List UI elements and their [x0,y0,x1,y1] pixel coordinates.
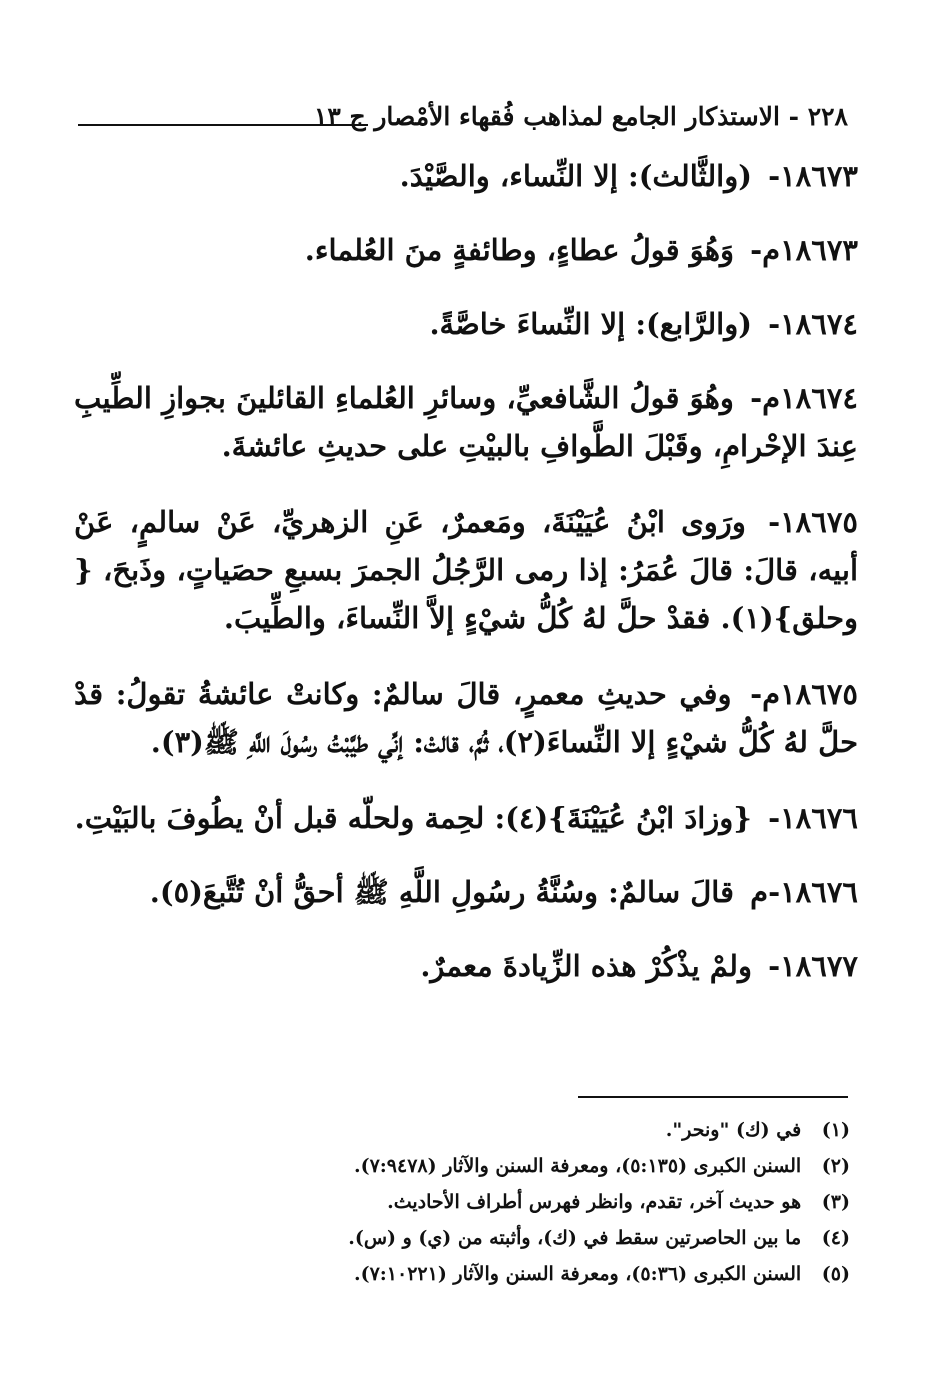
footnote-number: (٥) [821,1263,850,1285]
footnote-number: (٣) [821,1191,850,1213]
paragraph-number: ١٨٦٧٧- [768,949,858,983]
footnote-number: (٤) [821,1227,850,1249]
footnote-3 [80,1184,850,1220]
paragraph-number: ١٨٦٧٤م- [750,381,858,415]
footnote-4 [80,1220,850,1256]
paragraph-18675 [74,498,858,642]
paragraph-text: (والثَّالث): إلا النِّساء، والصَّيْدَ. [399,159,752,193]
paragraph-18675m [74,670,858,766]
paragraph-18677 [74,942,858,990]
footnote-text: ما بين الحاصرتين سقط في (ك)، وأثبته من (ي) و (س). [348,1227,802,1249]
footnote-2 [80,1148,850,1184]
footnote-text: في (ك) "ونحر". [665,1119,802,1141]
header-rule [78,124,368,126]
paragraph-number: ١٨٦٧٦- [768,801,858,835]
main-text [74,152,858,1016]
paragraph-18673m [74,226,858,274]
paragraph-number: ١٨٦٧٦-م [750,875,858,909]
paragraph-text: (والرَّابع): إلا النِّساءَ خاصَّةً. [429,307,752,341]
footnote-1 [80,1112,850,1148]
paragraph-text: قالَ سالمٌ: وسُنَّةُ رسُولِ اللَّهِ ﷺ أحقُّ أنْ تُتَّبعَ(٥). [149,875,734,909]
page-header [78,100,848,140]
footnote-number: (٢) [821,1155,850,1177]
footnotes [80,1112,850,1292]
footnote-rule [578,1096,848,1098]
paragraph-number: ١٨٦٧٤- [768,307,858,341]
paragraph-number: ١٨٦٧٣م- [750,233,858,267]
paragraph-text: وَهُوَ قولُ عطاءٍ، وطائفةٍ منَ العُلماء. [304,233,734,267]
paragraph-text: ولمْ يذْكُرْ هذه الزِّيادةَ معمرٌ. [420,949,752,983]
paragraph-18674 [74,300,858,348]
paragraph-18676 [74,794,858,842]
running-title: ٢٢٨ - الاستذكار الجامع لمذاهب فُقهاء الأمْصار ج ١٣ [313,102,848,131]
footnote-text: السنن الكبرى (٥:١٣٥)، ومعرفة السنن والآثار (٧:٩٤٧٨). [353,1155,802,1177]
paragraph-text: وفي حديثِ معمرٍ، قالَ سالمٌ: وكانتْ عائشةُ تقولُ: قدْ حلَّ لهُ كُلُّ شيْءٍ إلا النِّساءَ(٢)، ثُمَّ، قالتْ: إنِّي طيَّبْتُ رسُولَ اللَّهِ ﷺ(٣). [74,677,858,759]
paragraph-text: {وزادَ ابْنُ عُيَيْنَةَ}(٤): لحِمة ولحلّه قبل أنْ يطُوفَ بالبَيْتِ. [74,801,752,835]
paragraph-number: ١٨٦٧٥- [768,505,858,539]
footnote-text: السنن الكبرى (٥:٣٦)، ومعرفة السنن والآثار (٧:١٠٢٢١). [353,1263,802,1285]
paragraph-number: ١٨٦٧٣- [768,159,858,193]
paragraph-number: ١٨٦٧٥م- [750,677,858,711]
paragraph-18674m [74,374,858,470]
paragraph-18676m [74,868,858,916]
footnote-text: هو حديث آخر، تقدم، وانظر فهرس أطراف الأحاديث. [387,1191,802,1213]
paragraph-18673 [74,152,858,200]
paragraph-text: وهُوَ قولُ الشَّافعيِّ، وسائرِ العُلماءِ القائلينَ بجوازِ الطِّيبِ عِندَ الإحْرامِ، وقَبْلَ الطَّوافِ بالبيْتِ على حديثِ عائشةَ. [74,381,858,463]
footnote-number: (١) [821,1119,850,1141]
footnote-5 [80,1256,850,1292]
paragraph-text: ورَوى ابْنُ عُيَيْنَةَ، ومَعمرٌ، عَنِ الزهريِّ، عَنْ سالمٍ، عَنْ أبيه، قالَ: قالَ عُمَرُ: إذا رمى الرَّجُلُ الجمرَ بسبعِ حصَياتٍ، وذَبحَ، { وحلق}(١). فقدْ حلَّ لهُ كُلُّ شيْءٍ إلاَّ النِّساءَ، والطِّيبَ. [74,505,858,635]
